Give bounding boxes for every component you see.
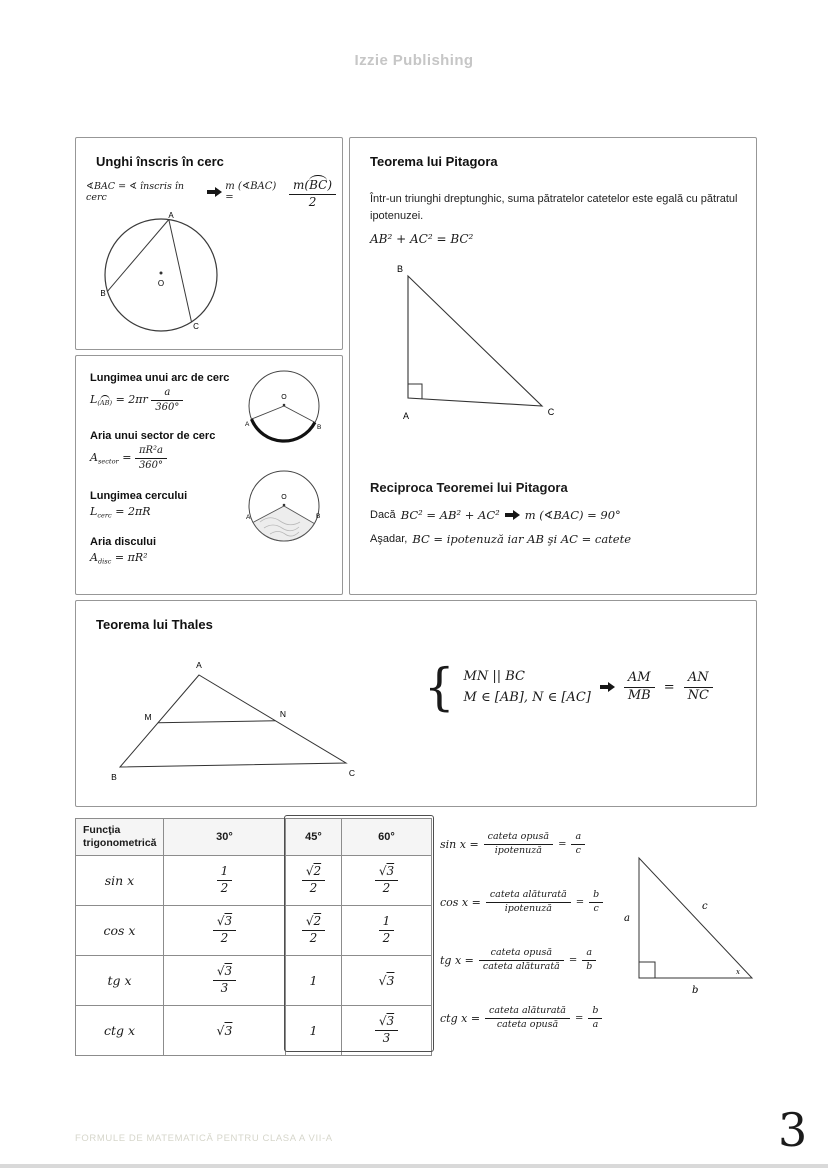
- thales-conditions: [464, 669, 591, 705]
- point-label-a: A: [245, 421, 250, 428]
- trig-def-func: tg x =: [440, 953, 474, 967]
- trig-table-angle-header: 30°: [164, 819, 286, 856]
- trig-value-cell: [342, 1006, 432, 1056]
- trig-value: √3: [378, 973, 395, 988]
- formula-mid: m (∢BAC) =: [225, 180, 277, 203]
- disc-area-item: [90, 536, 156, 565]
- trig-table-row: [76, 956, 432, 1006]
- fraction-denominator: 2: [308, 194, 317, 209]
- fraction: $\frac{√3}{2}$: [213, 915, 236, 946]
- highlighted-arc: [252, 419, 315, 441]
- section-title: Unghi înscris în cerc: [96, 154, 224, 169]
- fraction: $\frac{a}{b}$: [582, 948, 596, 973]
- center-point: [160, 272, 163, 275]
- trig-table-func-header: Funcţia trigonometrică: [76, 819, 164, 856]
- condition-membership: M ∈ [AB], N ∈ [AC]: [463, 690, 591, 705]
- trig-value: 1: [309, 1023, 318, 1038]
- item-title: Lungimea cercului: [90, 490, 188, 502]
- trig-value-cell: [164, 856, 286, 906]
- arc-overline: BC: [309, 178, 328, 192]
- center-label-o: O: [281, 494, 287, 501]
- trig-table-angle-header: 60°: [342, 819, 432, 856]
- trig-table-row: [76, 856, 432, 906]
- inscribed-angle-section: [75, 137, 343, 350]
- fraction: $\frac{√3}{2}$: [375, 865, 398, 896]
- trig-table-angle-header: 45°: [286, 819, 342, 856]
- trig-definitions: [440, 820, 626, 1058]
- equals-sign: =: [558, 838, 567, 850]
- fraction: $\frac{a}{360^\circ}$: [151, 387, 183, 413]
- fraction: $\frac{√2}{2}$: [302, 915, 325, 946]
- equals-sign: =: [575, 896, 585, 908]
- implies-arrow-icon: [207, 187, 222, 197]
- thales-triangle-diagram: [104, 659, 424, 791]
- trig-func-cell: sin x: [76, 856, 164, 906]
- trig-value-cell: [342, 906, 432, 956]
- trig-definition-row: [440, 942, 626, 978]
- trig-definition-row: [440, 826, 626, 862]
- trig-def-func: sin x =: [440, 837, 479, 851]
- pitagora-section: [349, 137, 757, 595]
- fraction: $\frac{1}{2}$: [379, 915, 395, 946]
- center-label-o: O: [281, 394, 287, 401]
- trig-value-cell: [164, 906, 286, 956]
- trig-func-cell: tg x: [76, 956, 164, 1006]
- trig-value: 1: [309, 973, 318, 988]
- right-angle-marker: [639, 962, 655, 978]
- trig-func-cell: ctg x: [76, 1006, 164, 1056]
- sector-area-formula: $A_{sector}$ = $\frac{\text{πR²a}}{360^\circ}$: [90, 445, 215, 471]
- trig-definition-row: [440, 884, 626, 920]
- fraction: $\frac{\text{cateta alăturată}}{\text{ipotenuză}}$: [486, 890, 571, 915]
- trig-value-cell: [286, 906, 342, 956]
- publisher-name: Izzie Publishing: [354, 52, 474, 69]
- trig-def-func: cos x =: [440, 895, 481, 909]
- point-label-n: N: [279, 709, 287, 719]
- right-triangle-diagram: [350, 258, 610, 430]
- pitagora-formula: AB² + AC² = BC²: [370, 232, 474, 246]
- curly-brace: {: [424, 657, 455, 717]
- inscribed-circle-diagram: [97, 209, 225, 341]
- trig-value-cell: [286, 856, 342, 906]
- fraction-numerator: m(BC): [289, 174, 336, 195]
- arc-length-item: [90, 372, 229, 413]
- fraction: $\frac{b}{c}$: [589, 890, 603, 915]
- text-asadar: Aşadar,: [370, 533, 408, 545]
- pitagora-statement: Într-un triunghi dreptunghic, suma pătratelor catetelor este egală cu pătratul ipotenuzei.: [370, 193, 738, 222]
- right-angle-marker: [408, 384, 422, 399]
- trig-def-func: ctg x =: [440, 1011, 481, 1025]
- reciproca-title: Reciproca Teoremei lui Pitagora: [370, 480, 568, 495]
- implies-arrow-icon: [505, 510, 520, 520]
- point-label-m: M: [144, 712, 152, 722]
- trig-func-cell: cos x: [76, 906, 164, 956]
- catete-formula: BC = ipotenuză iar AB şi AC = catete: [412, 532, 632, 546]
- sector-area-item: [90, 430, 215, 471]
- arc-circle-diagram: [244, 368, 324, 448]
- equals-sign: =: [568, 954, 578, 966]
- sector-circle-diagram: [244, 466, 324, 546]
- fraction: $\frac{b}{a}$: [588, 1006, 602, 1031]
- item-title: Lungimea unui arc de cerc: [90, 372, 230, 384]
- center-label-o: O: [157, 279, 165, 288]
- table-header-row: [76, 819, 432, 856]
- trig-value-cell: [286, 956, 342, 1006]
- vertex-label-a: A: [402, 411, 410, 421]
- page-number: 3: [778, 1103, 808, 1157]
- vertex-label-c: C: [547, 407, 555, 417]
- trig-definition-row: [440, 1000, 626, 1036]
- reciproca-line1: [370, 508, 621, 522]
- trig-value-cell: [286, 1006, 342, 1056]
- thales-formula: [424, 657, 713, 717]
- page-bottom-edge: [0, 1164, 828, 1168]
- inscribed-angle-formula: [86, 174, 336, 210]
- fraction: $\frac{\text{cateta alăturată}}{\text{cateta opusă}}$: [485, 1006, 570, 1031]
- trig-table-row: [76, 1006, 432, 1056]
- fraction: $\frac{AM}{MB}$: [624, 671, 655, 704]
- fraction: $\frac{\text{πR²a}}{360^\circ}$: [135, 445, 167, 471]
- fraction: $\frac{a}{c}$: [571, 832, 585, 857]
- formula-lhs: ∢BAC = ∢ înscris în cerc: [86, 180, 185, 203]
- vertex-label-b: B: [111, 772, 117, 782]
- side-label-c: c: [702, 901, 708, 912]
- side-label-b: b: [692, 985, 699, 996]
- fraction: $\frac{√3}{3}$: [375, 1015, 398, 1046]
- trig-value-cell: [342, 956, 432, 1006]
- fraction: [289, 174, 336, 210]
- fraction: $\frac{AN}{NC}$: [684, 671, 713, 704]
- circle-formulas-section: [75, 355, 343, 595]
- trig-triangle-diagram: [612, 848, 767, 998]
- trig-value-cell: [164, 1006, 286, 1056]
- arc-overline: AB: [99, 399, 110, 408]
- section-title: Teorema lui Thales: [96, 617, 213, 632]
- trig-value-cell: [164, 956, 286, 1006]
- section-title: Teorema lui Pitagora: [370, 154, 498, 169]
- vertex-label-b: B: [396, 264, 404, 274]
- fraction: $\frac{\text{cateta opusă}}{\text{cateta alăturată}}$: [479, 948, 564, 973]
- vertex-label-c: C: [348, 768, 356, 778]
- trig-value: √3: [216, 1023, 233, 1038]
- fraction: $\frac{\text{cateta opusă}}{\text{ipotenuză}}$: [484, 832, 553, 857]
- point-label-b: B: [317, 424, 322, 431]
- vertex-label-a: A: [196, 660, 202, 670]
- arc-length-formula: $L_{(AB)} = 2\pi r$ $\frac{a}{360^\circ}$: [90, 387, 229, 413]
- equals-sign: =: [663, 679, 675, 695]
- point-label-a: A: [246, 514, 251, 521]
- vertex-label-b: B: [100, 289, 106, 298]
- angle-label-x: x: [736, 968, 740, 976]
- side-label-a: a: [624, 913, 630, 924]
- reciproca-formula: BC² = AB² + AC²: [400, 508, 500, 522]
- disc-area-formula: $A_{disc} = \pi R^2$: [90, 551, 148, 566]
- item-title: Aria discului: [90, 536, 157, 548]
- reciproca-result: m (∢BAC) = 90°: [524, 508, 621, 522]
- thales-section: [75, 600, 757, 807]
- trig-value-cell: [342, 856, 432, 906]
- trig-table-row: [76, 906, 432, 956]
- circumference-formula: $L_{cerc} = 2\pi R$: [90, 505, 151, 520]
- footer-title: FORMULE DE MATEMATICĂ PENTRU CLASA A VII-A: [75, 1133, 333, 1144]
- parallel-segment-mn: [158, 721, 276, 723]
- text-daca: Dacă: [370, 509, 396, 521]
- fraction: $\frac{1}{2}$: [217, 865, 233, 896]
- equals-sign: =: [574, 1012, 584, 1024]
- item-title: Aria unui sector de cerc: [90, 430, 216, 442]
- fraction: $\frac{√3}{3}$: [213, 965, 236, 996]
- trig-values-table: [75, 818, 432, 1056]
- circumference-item: [90, 490, 187, 519]
- reciproca-line2: [370, 532, 631, 546]
- vertex-label-a: A: [168, 211, 174, 220]
- implies-arrow-icon: [600, 682, 615, 692]
- fraction: $\frac{√2}{2}$: [302, 865, 325, 896]
- point-label-b: B: [316, 513, 321, 520]
- condition-parallel: MN || BC: [463, 669, 525, 684]
- vertex-label-c: C: [193, 322, 199, 331]
